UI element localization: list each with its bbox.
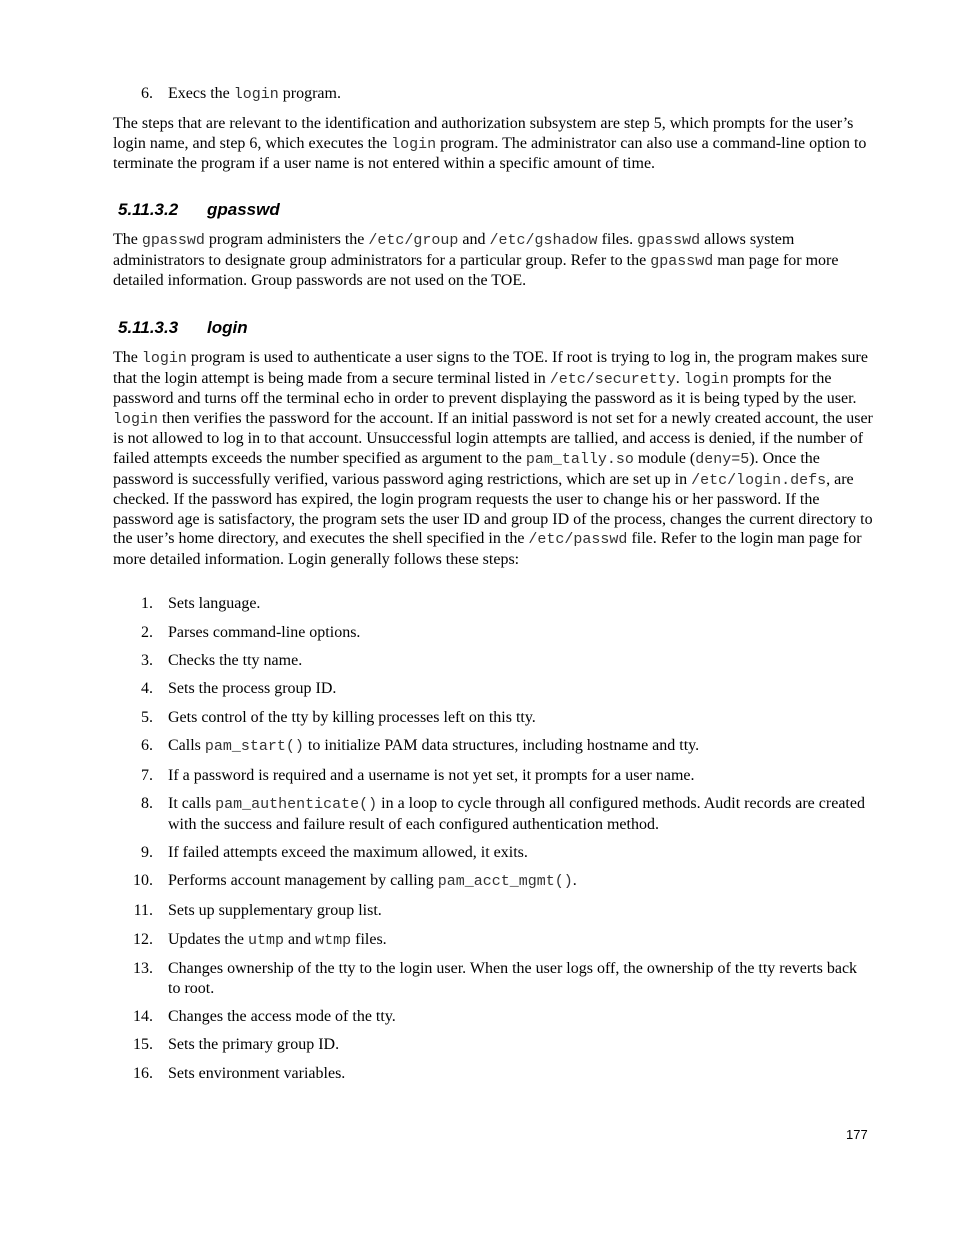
text-run: and	[284, 931, 316, 948]
intro-paragraph	[113, 114, 873, 174]
text-run: and	[458, 231, 490, 248]
text-run: The	[113, 231, 142, 248]
code-run: wtmp	[315, 932, 352, 949]
text-run: Updates the	[168, 931, 248, 948]
text-run: Sets language.	[168, 595, 261, 612]
text-run: allows system administrators to designate group administrators for a particular group. Refer to the	[113, 231, 795, 269]
text-run: If a password is required and a username is not yet set, it prompts for a user name.	[168, 767, 695, 784]
text-run: 15.	[133, 1036, 153, 1053]
text-run: 9.	[141, 844, 153, 861]
text-run: in a loop to cycle through all configured methods. Audit records are created with the success and failure result of each configured authentication method.	[168, 795, 865, 833]
page-number: 177	[846, 1127, 868, 1142]
text-run: program.	[278, 85, 341, 102]
code-run: /etc/group	[368, 232, 459, 249]
text-run: 4.	[141, 680, 153, 697]
text-run: , are checked. If the password has expired, the login program requests the user to change his or her password. If the password age is satisfactory, the program sets the user ID and group ID of the process, changes the current directory to the user’s home directory, and executes the shell specified in the	[113, 470, 873, 548]
text-run: Changes the access mode of the tty.	[168, 1008, 396, 1025]
text-run: files.	[597, 231, 638, 248]
text-run: file. Refer to the login man page for more detailed information. Login generally follows these steps:	[113, 530, 862, 568]
text-run: man page for more detailed information. Group passwords are not used on the TOE.	[113, 251, 839, 290]
code-run: utmp	[247, 932, 284, 949]
section-title: login	[207, 318, 248, 337]
text-run: 11.	[133, 902, 153, 919]
code-run: pam_authenticate()	[215, 796, 378, 813]
text-run: 12.	[133, 931, 153, 948]
code-run: login	[683, 370, 729, 388]
text-run: prompts for the password and turns off the terminal echo in order to prevent displaying the password as it is being typed by the user.	[113, 369, 857, 408]
section-heading-login	[118, 318, 248, 338]
text-run: The	[113, 349, 142, 366]
text-run: The steps that are relevant to the identification and authorization subsystem are step 5, which prompts for the user’s login name, and step 6, which executes the	[113, 115, 854, 152]
text-run: Checks the tty name.	[168, 652, 303, 669]
gpasswd-paragraph	[113, 230, 873, 291]
text-run: 8.	[141, 795, 153, 812]
text-run: 3.	[141, 652, 153, 669]
code-run: /etc/passwd	[528, 531, 628, 549]
code-run: gpasswd	[650, 252, 714, 270]
code-run: deny=5	[695, 450, 750, 468]
code-run: pam_acct_mgmt()	[437, 873, 573, 890]
text-run	[168, 736, 868, 757]
text-run	[168, 794, 868, 834]
text-run: 14.	[133, 1008, 153, 1025]
text-run: then verifies the password for the account. If an initial password is not set for a newly created account, the user is not allowed to log in to that account. Unsuccessful login attempts are tallied, and access is denied, if the number of failed attempts exceeds the number specified as argument to the	[113, 409, 873, 467]
code-run: gpasswd	[637, 232, 701, 249]
text-run: program is used to authenticate a user signs to the TOE. If root is trying to log in, the program makes sure that the login attempt is being made from a secure terminal listed in	[113, 349, 868, 387]
text-run: 13.	[133, 960, 153, 977]
code-run: pam_tally.so	[525, 450, 634, 468]
text-run: If failed attempts exceed the maximum allowed, it exits.	[168, 844, 528, 861]
text-run: Performs account management by calling	[168, 872, 438, 889]
text-run: 5.	[141, 709, 153, 726]
section-heading-gpasswd	[118, 200, 280, 220]
text-run: Changes ownership of the tty to the login user. When the user logs off, the ownership of the tty reverts back to root.	[168, 960, 858, 997]
text-run	[168, 871, 868, 892]
code-run: /etc/login.defs	[691, 471, 827, 489]
list-text	[168, 84, 868, 105]
section-number: 5.11.3.3	[118, 318, 179, 337]
text-run: 16.	[133, 1065, 153, 1082]
text-run: Execs the	[168, 85, 234, 102]
text-run: 2.	[141, 624, 153, 641]
list-number: 6.	[141, 85, 153, 102]
text-run: .	[675, 369, 684, 387]
section-title: gpasswd	[207, 200, 280, 219]
code-run: login	[141, 350, 187, 367]
code-run: login	[113, 410, 159, 428]
text-run: files.	[351, 931, 387, 948]
code-run: login	[391, 135, 437, 153]
login-paragraph	[113, 348, 873, 570]
code-run: gpasswd	[141, 232, 205, 249]
text-run: .	[572, 872, 577, 889]
code-run: pam_start()	[204, 738, 304, 755]
text-run: 6.	[141, 737, 153, 754]
text-run: 7.	[141, 767, 153, 784]
text-run: to initialize PAM data structures, including hostname and tty.	[303, 737, 700, 754]
text-run: Sets up supplementary group list.	[168, 902, 382, 919]
text-run: Calls	[168, 737, 205, 754]
text-run: Gets control of the tty by killing processes left on this tty.	[168, 709, 536, 726]
text-run: Sets the primary group ID.	[168, 1036, 340, 1053]
code-run: login	[233, 86, 279, 103]
text-run: program. The administrator can also use a command-line option to terminate the program if a user name is not entered within a specific amount of time.	[113, 134, 867, 173]
text-run: It calls	[168, 795, 216, 812]
text-run: 10.	[133, 872, 153, 889]
code-run: /etc/securetty	[549, 370, 676, 388]
text-run: Sets environment variables.	[168, 1065, 346, 1082]
text-run: ). Once the password is successfully verified, various password aging restrictions, which are set up in	[113, 449, 820, 488]
text-run: program administers the	[204, 231, 369, 248]
section-number: 5.11.3.2	[118, 200, 179, 219]
text-run: Sets the process group ID.	[168, 680, 337, 697]
text-run	[168, 930, 868, 951]
text-run: 1.	[141, 595, 153, 612]
code-run: /etc/gshadow	[489, 232, 598, 249]
text-run: Parses command-line options.	[168, 624, 361, 641]
text-run: module (	[633, 449, 696, 467]
